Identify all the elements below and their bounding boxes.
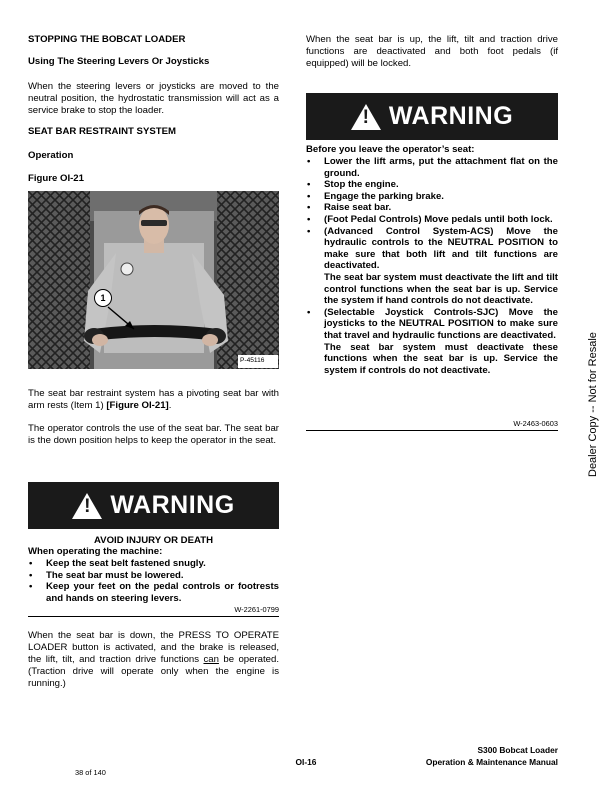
paragraph-steering: When the steering levers or joysticks are moved to the neutral position, the hydrostatic transmission will act as a service brake to stop the loader. <box>28 81 279 116</box>
divider-left <box>28 616 279 617</box>
warning-intro: When operating the machine: <box>28 546 163 557</box>
paragraph-seat-bar-up: When the seat bar is up, the lift, tilt and traction drive functions are deactivated and both foot pedals (if equipped) will be locked. <box>306 34 558 69</box>
list-item: • Stop the engine. <box>306 179 558 191</box>
dealer-copy-watermark: Dealer Copy -- Not for Resale <box>587 332 599 477</box>
figure-reference: [Figure OI-21] <box>106 400 169 411</box>
warning-title: AVOID INJURY OR DEATH <box>93 535 214 546</box>
list-item: • (Selectable Joystick Controls-SJC) Move the joysticks to the NEUTRAL POSITION to make sure that travel and hydraulic functions are deactivated. <box>306 307 558 342</box>
list-item: • (Foot Pedal Controls) Move pedals until both lock. <box>306 214 558 226</box>
paragraph-seat-bar-down: When the seat bar is down, the PRESS TO OPERATE LOADER button is activated, and the brake is released, the lift, tilt, and traction drive functions can be operated. (Traction drive will operate only when the engine is running.) <box>28 630 279 689</box>
figure-label: Figure OI-21 <box>28 173 84 184</box>
warning-intro-right: Before you leave the operator’s seat: <box>306 144 475 155</box>
warning-triangle-icon: ! <box>351 104 381 130</box>
footer-page-id: OI-16 <box>295 757 317 767</box>
section-heading-stopping: STOPPING THE BOBCAT LOADER <box>28 34 186 45</box>
warning-code-right: W-2463-0603 <box>513 419 558 428</box>
warning-banner-left <box>28 482 279 529</box>
footer-model: S300 Bobcat Loader <box>477 745 558 755</box>
figure-photo <box>28 191 279 369</box>
list-item: • The seat bar must be lowered. <box>28 570 279 582</box>
warning-note-sjc: The seat bar system must deactivate these functions when the seat bar is up. Service the system if controls do not deactivate. <box>324 341 558 376</box>
warning-note-acs: The seat bar system must deactivate the lift and tilt control functions when the seat bar is up. Service the system if hand controls do not deactivate. <box>324 271 558 307</box>
footer-page-count: 38 of 140 <box>75 768 106 777</box>
figure-code: P-45116 <box>240 357 265 364</box>
warning-code-left: W-2261-0799 <box>234 605 279 614</box>
warning-list-right <box>306 156 558 376</box>
subheading-steering: Using The Steering Levers Or Joysticks <box>28 56 210 67</box>
list-item: • Engage the parking brake. <box>306 191 558 203</box>
list-item: • Keep your feet on the pedal controls or footrests and hands on steering levers. <box>28 581 279 604</box>
list-item: • Raise seat bar. <box>306 202 558 214</box>
footer-manual-title: Operation & Maintenance Manual <box>425 757 558 767</box>
warning-list-left <box>28 558 279 604</box>
divider-right <box>306 430 558 431</box>
paragraph-restraint: The seat bar restraint system has a pivoting seat bar with arm rests (Item 1) [Figure OI-21]. <box>28 388 279 411</box>
list-item: • Keep the seat belt fastened snugly. <box>28 558 279 570</box>
warning-triangle-icon: ! <box>72 493 102 519</box>
warning-label: WARNING <box>388 102 514 130</box>
list-item: • (Advanced Control System-ACS) Move the hydraulic controls to the NEUTRAL POSITION to make sure that both lift and tilt functions are deactivated. <box>306 226 558 272</box>
subheading-operation: Operation <box>28 150 74 161</box>
warning-label: WARNING <box>110 491 235 519</box>
operator-seat-bar-illustration <box>28 191 279 369</box>
list-item: • Lower the lift arms, put the attachment flat on the ground. <box>306 156 558 179</box>
section-heading-seat-bar: SEAT BAR RESTRAINT SYSTEM <box>28 126 176 137</box>
warning-banner-right <box>306 93 558 140</box>
paragraph-operator: The operator controls the use of the seat bar. The seat bar is the down position helps to keep the operator in the seat. <box>28 423 279 446</box>
callout-marker: 1 <box>94 289 112 307</box>
